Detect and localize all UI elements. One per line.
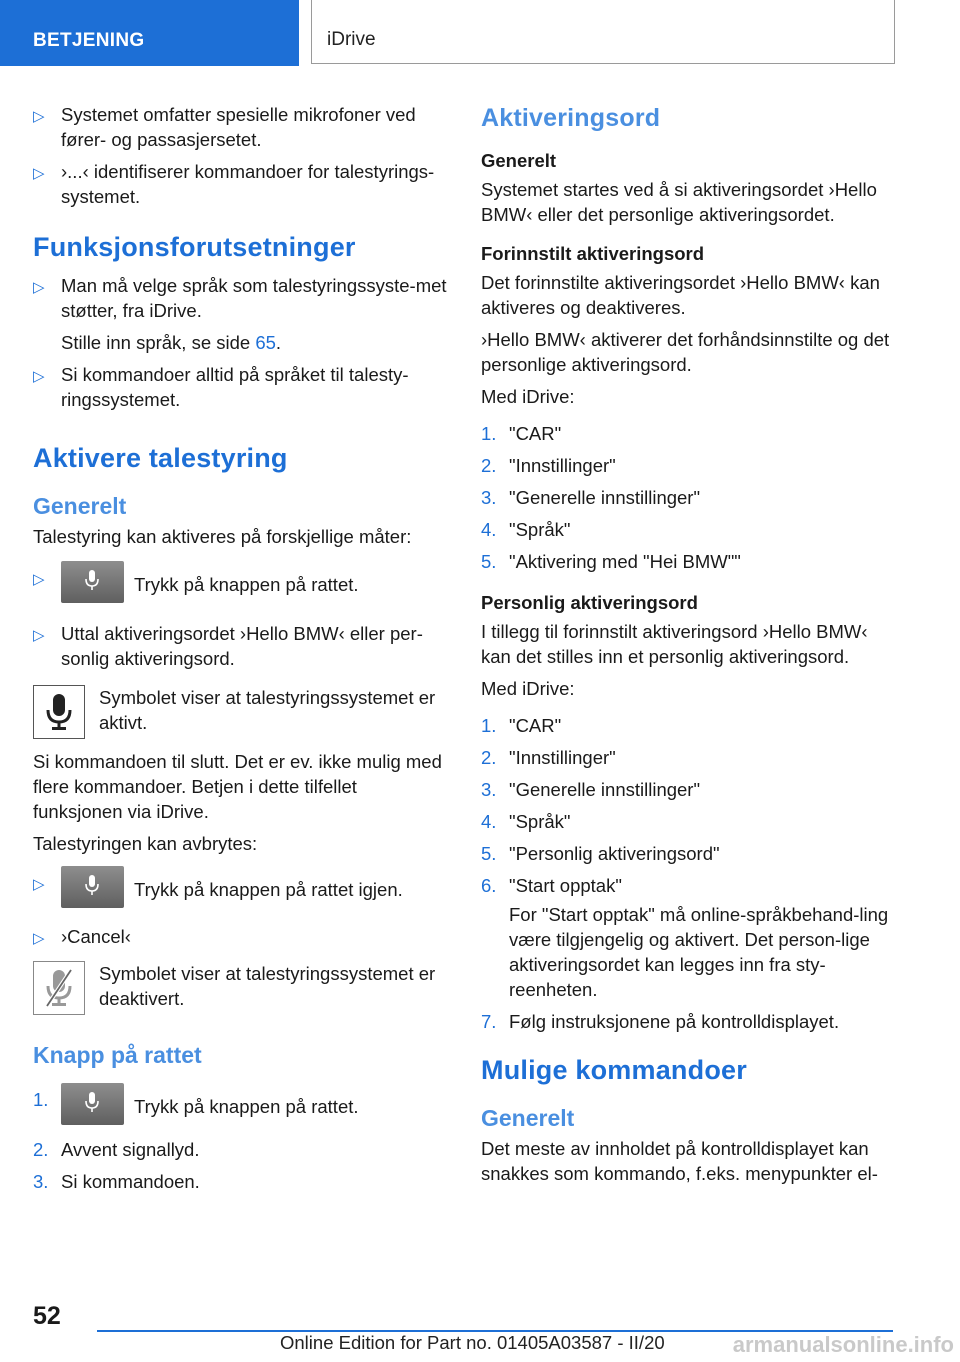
left-column — [33, 102, 449, 1201]
list-item: 4. "Språk" — [481, 519, 571, 540]
list-item: 3. "Generelle innstillinger" — [481, 487, 701, 508]
list-item: 3. "Generelle innstillinger" — [481, 779, 701, 800]
step-note: For "Start opptak" må online-språkbehand-ling være tilgjengelig og aktivert. Det person-lige aktiveringsordet kan legges inn fra sty-reenheten. — [509, 904, 889, 1000]
heading-knapp-pa-rattet: Knapp på rattet — [33, 1042, 202, 1068]
list-item: 2. Avvent signallyd. — [33, 1139, 200, 1160]
heading-aktivere-talestyring: Aktivere talestyring — [33, 443, 288, 473]
paragraph: Det meste av innholdet på kontrolldisplayet kan snakkes som kommando, f.eks. menypunkter el- — [481, 1138, 878, 1184]
triangle-bullet-icon: ▷ — [33, 876, 45, 893]
heading-generelt: Generelt — [33, 493, 127, 519]
symbol-active-row — [33, 685, 449, 739]
paragraph: Med iDrive: — [481, 678, 575, 699]
chapter-title: iDrive — [311, 0, 895, 64]
list-item: ▷ Trykk på knappen på rattet igjen. — [33, 870, 449, 912]
section-tab[interactable]: BETJENING — [0, 0, 299, 66]
paragraph: Si kommandoen til slutt. Det er ev. ikke mulig med flere kommandoer. Betjen i dette tilfellet funksjonen via iDrive. — [33, 751, 442, 822]
triangle-bullet-icon: ▷ — [33, 108, 45, 125]
steering-mic-button-icon — [61, 866, 124, 908]
list-item: ▷ Trykk på knappen på rattet. — [33, 565, 449, 607]
list-item: ▷ ›...‹ identifiserer kommandoer for talestyrings-systemet. — [33, 161, 435, 207]
list-item: 6. "Start opptak" — [481, 875, 622, 896]
heading-personlig-aktiveringsord: Personlig aktiveringsord — [481, 592, 698, 613]
symbol-inactive-row — [33, 961, 449, 1015]
sub-paragraph: Stille inn språk, se side 65. — [61, 332, 282, 353]
list-item: 7. Følg instruksjonene på kontrolldisplayet. — [481, 1011, 840, 1032]
list-item: 3. Si kommandoen. — [33, 1171, 200, 1192]
page-link[interactable]: 65 — [255, 332, 276, 353]
heading-funksjonsforutsetninger: Funksjonsforutsetninger — [33, 232, 356, 262]
heading-generelt: Generelt — [481, 150, 557, 171]
paragraph: Talestyringen kan avbrytes: — [33, 833, 258, 854]
list-item: ▷ Uttal aktiveringsordet ›Hello BMW‹ eller per-sonlig aktiveringsord. — [33, 623, 423, 669]
mic-active-icon — [33, 685, 85, 739]
list-item: 1. "CAR" — [481, 715, 562, 736]
heading-aktiveringsord: Aktiveringsord — [481, 104, 661, 132]
list-item: 4. "Språk" — [481, 811, 571, 832]
paragraph: Systemet startes ved å si aktiveringsordet ›Hello BMW‹ eller det personlige aktiveringsordet. — [481, 179, 877, 225]
list-item: 5. "Personlig aktiveringsord" — [481, 843, 720, 864]
list-item: ▷ ›Cancel‹ — [33, 924, 449, 949]
heading-mulige-kommandoer: Mulige kommandoer — [481, 1055, 747, 1085]
paragraph: Talestyring kan aktiveres på forskjellige måter: — [33, 526, 412, 547]
triangle-bullet-icon: ▷ — [33, 165, 45, 182]
list-item: 2. "Innstillinger" — [481, 455, 616, 476]
watermark: armanualsonline.info — [732, 1332, 954, 1357]
steering-mic-button-icon — [61, 1083, 124, 1125]
page-number: 52 — [33, 1302, 61, 1330]
list-item: 1. "CAR" — [481, 423, 562, 444]
heading-generelt: Generelt — [481, 1105, 575, 1131]
list-item: 1. Trykk på knappen på rattet. — [33, 1087, 449, 1129]
paragraph: ›Hello BMW‹ aktiverer det forhåndsinnstilte og det personlige aktiveringsord. — [481, 329, 890, 375]
triangle-bullet-icon: ▷ — [33, 627, 45, 644]
symbol-active-text: Symbolet viser at talestyringssystemet er aktivt. — [99, 687, 436, 733]
heading-forinnstilt-aktiveringsord: Forinnstilt aktiveringsord — [481, 243, 705, 264]
paragraph: Med iDrive: — [481, 386, 575, 407]
steering-mic-button-icon — [61, 561, 124, 603]
triangle-bullet-icon: ▷ — [33, 571, 45, 588]
right-column — [481, 102, 893, 1193]
paragraph: Det forinnstilte aktiveringsordet ›Hello BMW‹ kan aktiveres og deaktiveres. — [481, 272, 880, 318]
mic-muted-icon — [33, 961, 85, 1015]
edition-text: Online Edition for Part no. 01405A03587 - II/20 — [280, 1332, 665, 1353]
list-item: ▷ Si kommandoer alltid på språket til talesty-ringssystemet. — [33, 364, 409, 410]
page-header — [0, 0, 960, 66]
triangle-bullet-icon: ▷ — [33, 279, 45, 296]
symbol-inactive-text: Symbolet viser at talestyringssystemet er deaktivert. — [99, 963, 436, 1009]
list-item: 5. "Aktivering med "Hei BMW"" — [481, 551, 741, 572]
list-item: 2. "Innstillinger" — [481, 747, 616, 768]
list-item: ▷ Man må velge språk som talestyringssyste-met støtter, fra iDrive. — [33, 275, 447, 321]
triangle-bullet-icon: ▷ — [33, 368, 45, 385]
list-item: ▷ Systemet omfatter spesielle mikrofoner ved fører- og passasjersetet. — [33, 104, 416, 150]
paragraph: I tillegg til forinnstilt aktiveringsord ›Hello BMW‹ kan det stilles inn et personlig aktiveringsord. — [481, 621, 868, 667]
triangle-bullet-icon: ▷ — [33, 930, 45, 947]
